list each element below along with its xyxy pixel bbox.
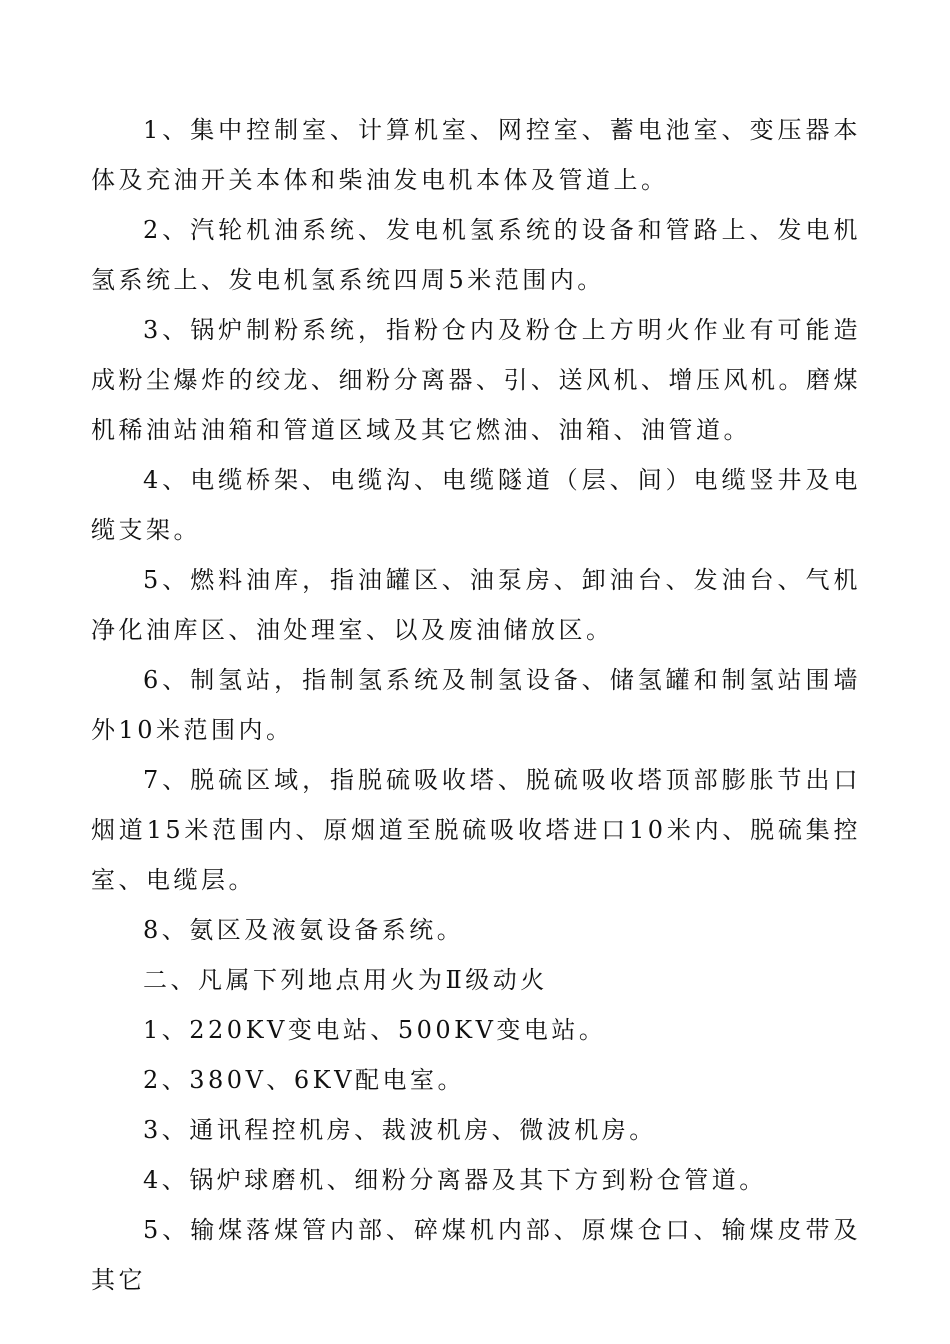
- section-heading: 二、凡属下列地点用火为Ⅱ级动火: [143, 966, 548, 994]
- paragraph-6: 6、制氢站，指制氢系统及制氢设备、储氢罐和制氢站围墙外10米范围内。: [91, 666, 861, 744]
- paragraph-4: 4、电缆桥架、电缆沟、电缆隧道（层、间）电缆竖井及电缆支架。: [91, 466, 861, 544]
- paragraph-11: 3、通讯程控机房、裁波机房、微波机房。: [143, 1116, 657, 1144]
- paragraph-5: 5、燃料油库，指油罐区、油泵房、卸油台、发油台、气机净化油库区、油处理室、以及废油储放区。: [91, 566, 861, 644]
- paragraph-7: 7、脱硫区域，指脱硫吸收塔、脱硫吸收塔顶部膨胀节出口烟道15米范围内、原烟道至脱硫吸收塔进口10米内、脱硫集控室、电缆层。: [91, 766, 861, 894]
- paragraph-13: 5、输煤落煤管内部、碎煤机内部、原煤仓口、输煤皮带及其它: [91, 1216, 861, 1294]
- paragraph-8: 8、氨区及液氨设备系统。: [143, 916, 465, 944]
- paragraph-3: 3、锅炉制粉系统，指粉仓内及粉仓上方明火作业有可能造成粉尘爆炸的绞龙、细粉分离器、引、送风机、增压风机。磨煤机稀油站油箱和管道区域及其它燃油、油箱、油管道。: [91, 316, 861, 444]
- paragraph-9: 1、220KV变电站、500KV变电站。: [143, 1016, 607, 1044]
- document-body: [91, 105, 861, 1305]
- paragraph-12: 4、锅炉球磨机、细粉分离器及其下方到粉仓管道。: [143, 1166, 767, 1194]
- paragraph-10: 2、380V、6KV配电室。: [143, 1066, 465, 1094]
- paragraph-1: 1、集中控制室、计算机室、网控室、蓄电池室、变压器本体及充油开关本体和柴油发电机本体及管道上。: [91, 116, 861, 194]
- paragraph-2: 2、汽轮机油系统、发电机氢系统的设备和管路上、发电机氢系统上、发电机氢系统四周5米范围内。: [91, 216, 861, 294]
